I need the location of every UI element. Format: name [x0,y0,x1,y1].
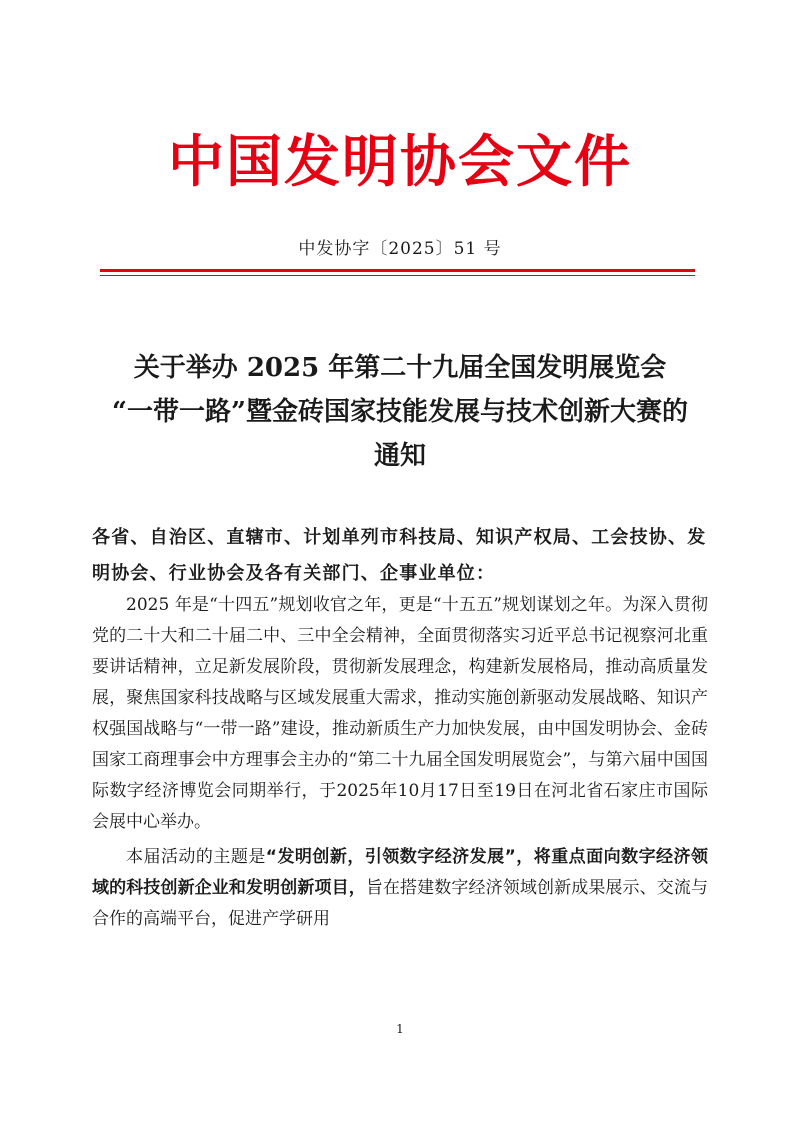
paragraph-2-lead: 本届活动的主题是 [126,847,266,867]
body-text [92,590,708,939]
addressee: 各省、自治区、直辖市、计划单列市科技局、知识产权局、工会技协、发明协会、行业协会及各有关部门、企事业单位： [92,527,707,584]
red-rule-thick [100,269,695,272]
paragraph-2-rest: 旨在搭建数字经济领域创新成果展示、交流与合作的高端平台，促进产学研用 [92,878,708,929]
page-number: 1 [396,1022,404,1036]
title-line-2: “一带一路”暨金砖国家技能发展与技术创新大赛的 [112,397,688,427]
masthead-title: 中国发明协会文件 [168,129,632,195]
paragraph-2 [92,842,708,935]
notice-title [80,346,720,478]
focus-emphasis: 将重点面向数字经济领域的科技创新企业和发明创新项目， [92,847,708,898]
title-line-3: 通知 [373,441,426,471]
paragraph-1: 2025 年是“十四五”规划收官之年，更是“十五五”规划谋划之年。为深入贯彻党的二十大和二十届二中、三中全会精神，全面贯彻落实习近平总书记视察河北重要讲话精神，立足新发展阶段，贯彻新发展理念，构建新发展格局，推动高质量发展，聚焦国家科技战略与区域发展重大需求，推动实施创新驱动发展战略、知识产权强国战略与“一带一路”建设，推动新质生产力加快发展，由中国发明协会、金砖国家工商理事会中方理事会主办的“第二十九届全国发明展览会”，与第六届中国国际数字经济博览会同期举行，于2025年10月17日至19日在河北省石家庄市国际会展中心举办。 [92,595,708,832]
theme-emphasis: “发明创新，引领数字经济发展”， [265,847,534,867]
title-line-1: 关于举办 2025 年第二十九届全国发明展览会 [133,353,667,383]
document-number: 中发协字〔2025〕51 号 [298,239,502,259]
red-rule-thin [100,275,695,276]
